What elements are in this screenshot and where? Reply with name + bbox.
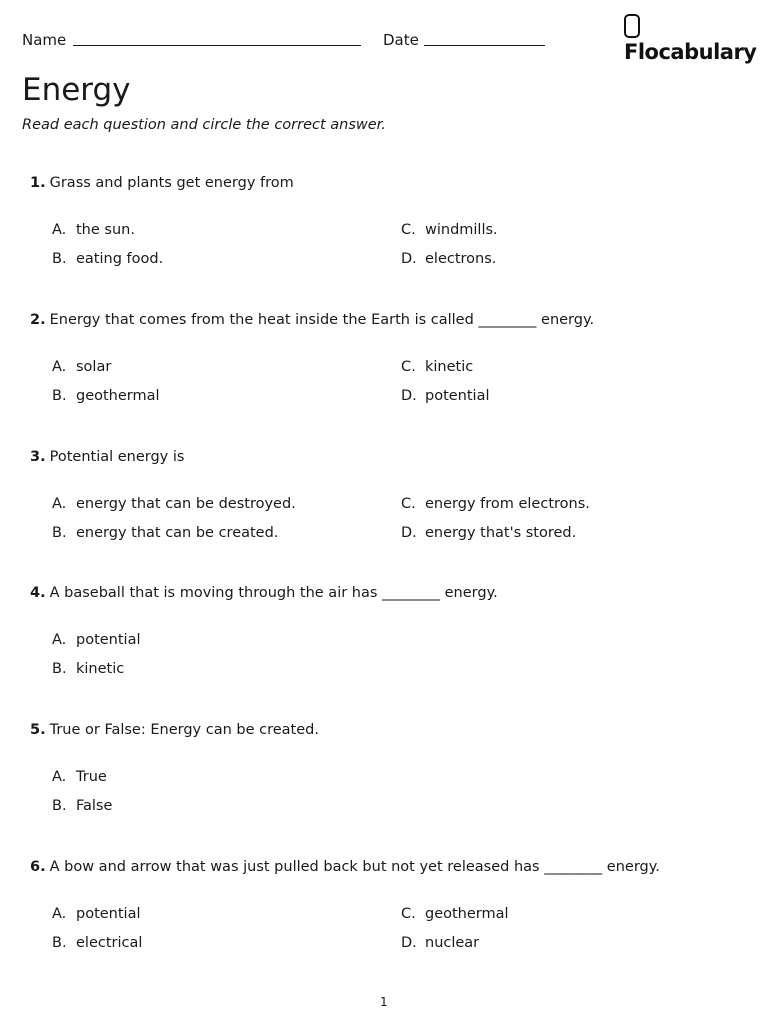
- page-number: 1: [380, 995, 388, 1009]
- question-4: [30, 585, 498, 601]
- option-6d[interactable]: D. nuclear: [401, 935, 480, 951]
- question-text: Grass and plants get energy from: [49, 175, 294, 191]
- option-3c[interactable]: C. energy from electrons.: [401, 496, 590, 512]
- option-3b[interactable]: B. energy that can be created.: [52, 525, 279, 541]
- question-number: 1.: [30, 175, 46, 191]
- flocabulary-logo: Flocabulary: [624, 14, 770, 64]
- option-6a[interactable]: A. potential: [52, 906, 141, 922]
- question-number: 4.: [30, 585, 46, 601]
- question-6: [30, 859, 660, 875]
- option-2c[interactable]: C. kinetic: [401, 359, 474, 375]
- question-text: Energy that comes from the heat inside the Earth is called ________ energy.: [49, 312, 595, 328]
- question-2: [30, 312, 594, 328]
- option-5a[interactable]: A. True: [52, 769, 107, 785]
- question-1: [30, 175, 294, 191]
- question-number: 2.: [30, 312, 46, 328]
- option-1a[interactable]: A. the sun.: [52, 222, 135, 238]
- question-number: 5.: [30, 722, 46, 738]
- page-title: Energy: [22, 72, 131, 108]
- question-number: 3.: [30, 449, 46, 465]
- question-number: 6.: [30, 859, 46, 875]
- key-icon: [624, 14, 640, 38]
- question-5: [30, 722, 319, 738]
- option-4a[interactable]: A. potential: [52, 632, 141, 648]
- name-field-line[interactable]: [73, 45, 361, 46]
- option-6c[interactable]: C. geothermal: [401, 906, 509, 922]
- instructions: Read each question and circle the correct answer.: [22, 117, 386, 133]
- option-6b[interactable]: B. electrical: [52, 935, 143, 951]
- question-3: [30, 449, 184, 465]
- option-1d[interactable]: D. electrons.: [401, 251, 497, 267]
- option-3a[interactable]: A. energy that can be destroyed.: [52, 496, 296, 512]
- question-text: A bow and arrow that was just pulled back but not yet released has ________ energy.: [49, 859, 660, 875]
- date-label: Date: [383, 31, 419, 49]
- question-text: Potential energy is: [49, 449, 185, 465]
- option-4b[interactable]: B. kinetic: [52, 661, 125, 677]
- date-field-line[interactable]: [424, 45, 545, 46]
- question-text: A baseball that is moving through the air has ________ energy.: [49, 585, 498, 601]
- option-2b[interactable]: B. geothermal: [52, 388, 160, 404]
- option-5b[interactable]: B. False: [52, 798, 113, 814]
- option-1c[interactable]: C. windmills.: [401, 222, 498, 238]
- option-3d[interactable]: D. energy that's stored.: [401, 525, 577, 541]
- name-label: Name: [22, 31, 67, 49]
- option-1b[interactable]: B. eating food.: [52, 251, 164, 267]
- option-2d[interactable]: D. potential: [401, 388, 490, 404]
- option-2a[interactable]: A. solar: [52, 359, 112, 375]
- question-text: True or False: Energy can be created.: [49, 722, 319, 738]
